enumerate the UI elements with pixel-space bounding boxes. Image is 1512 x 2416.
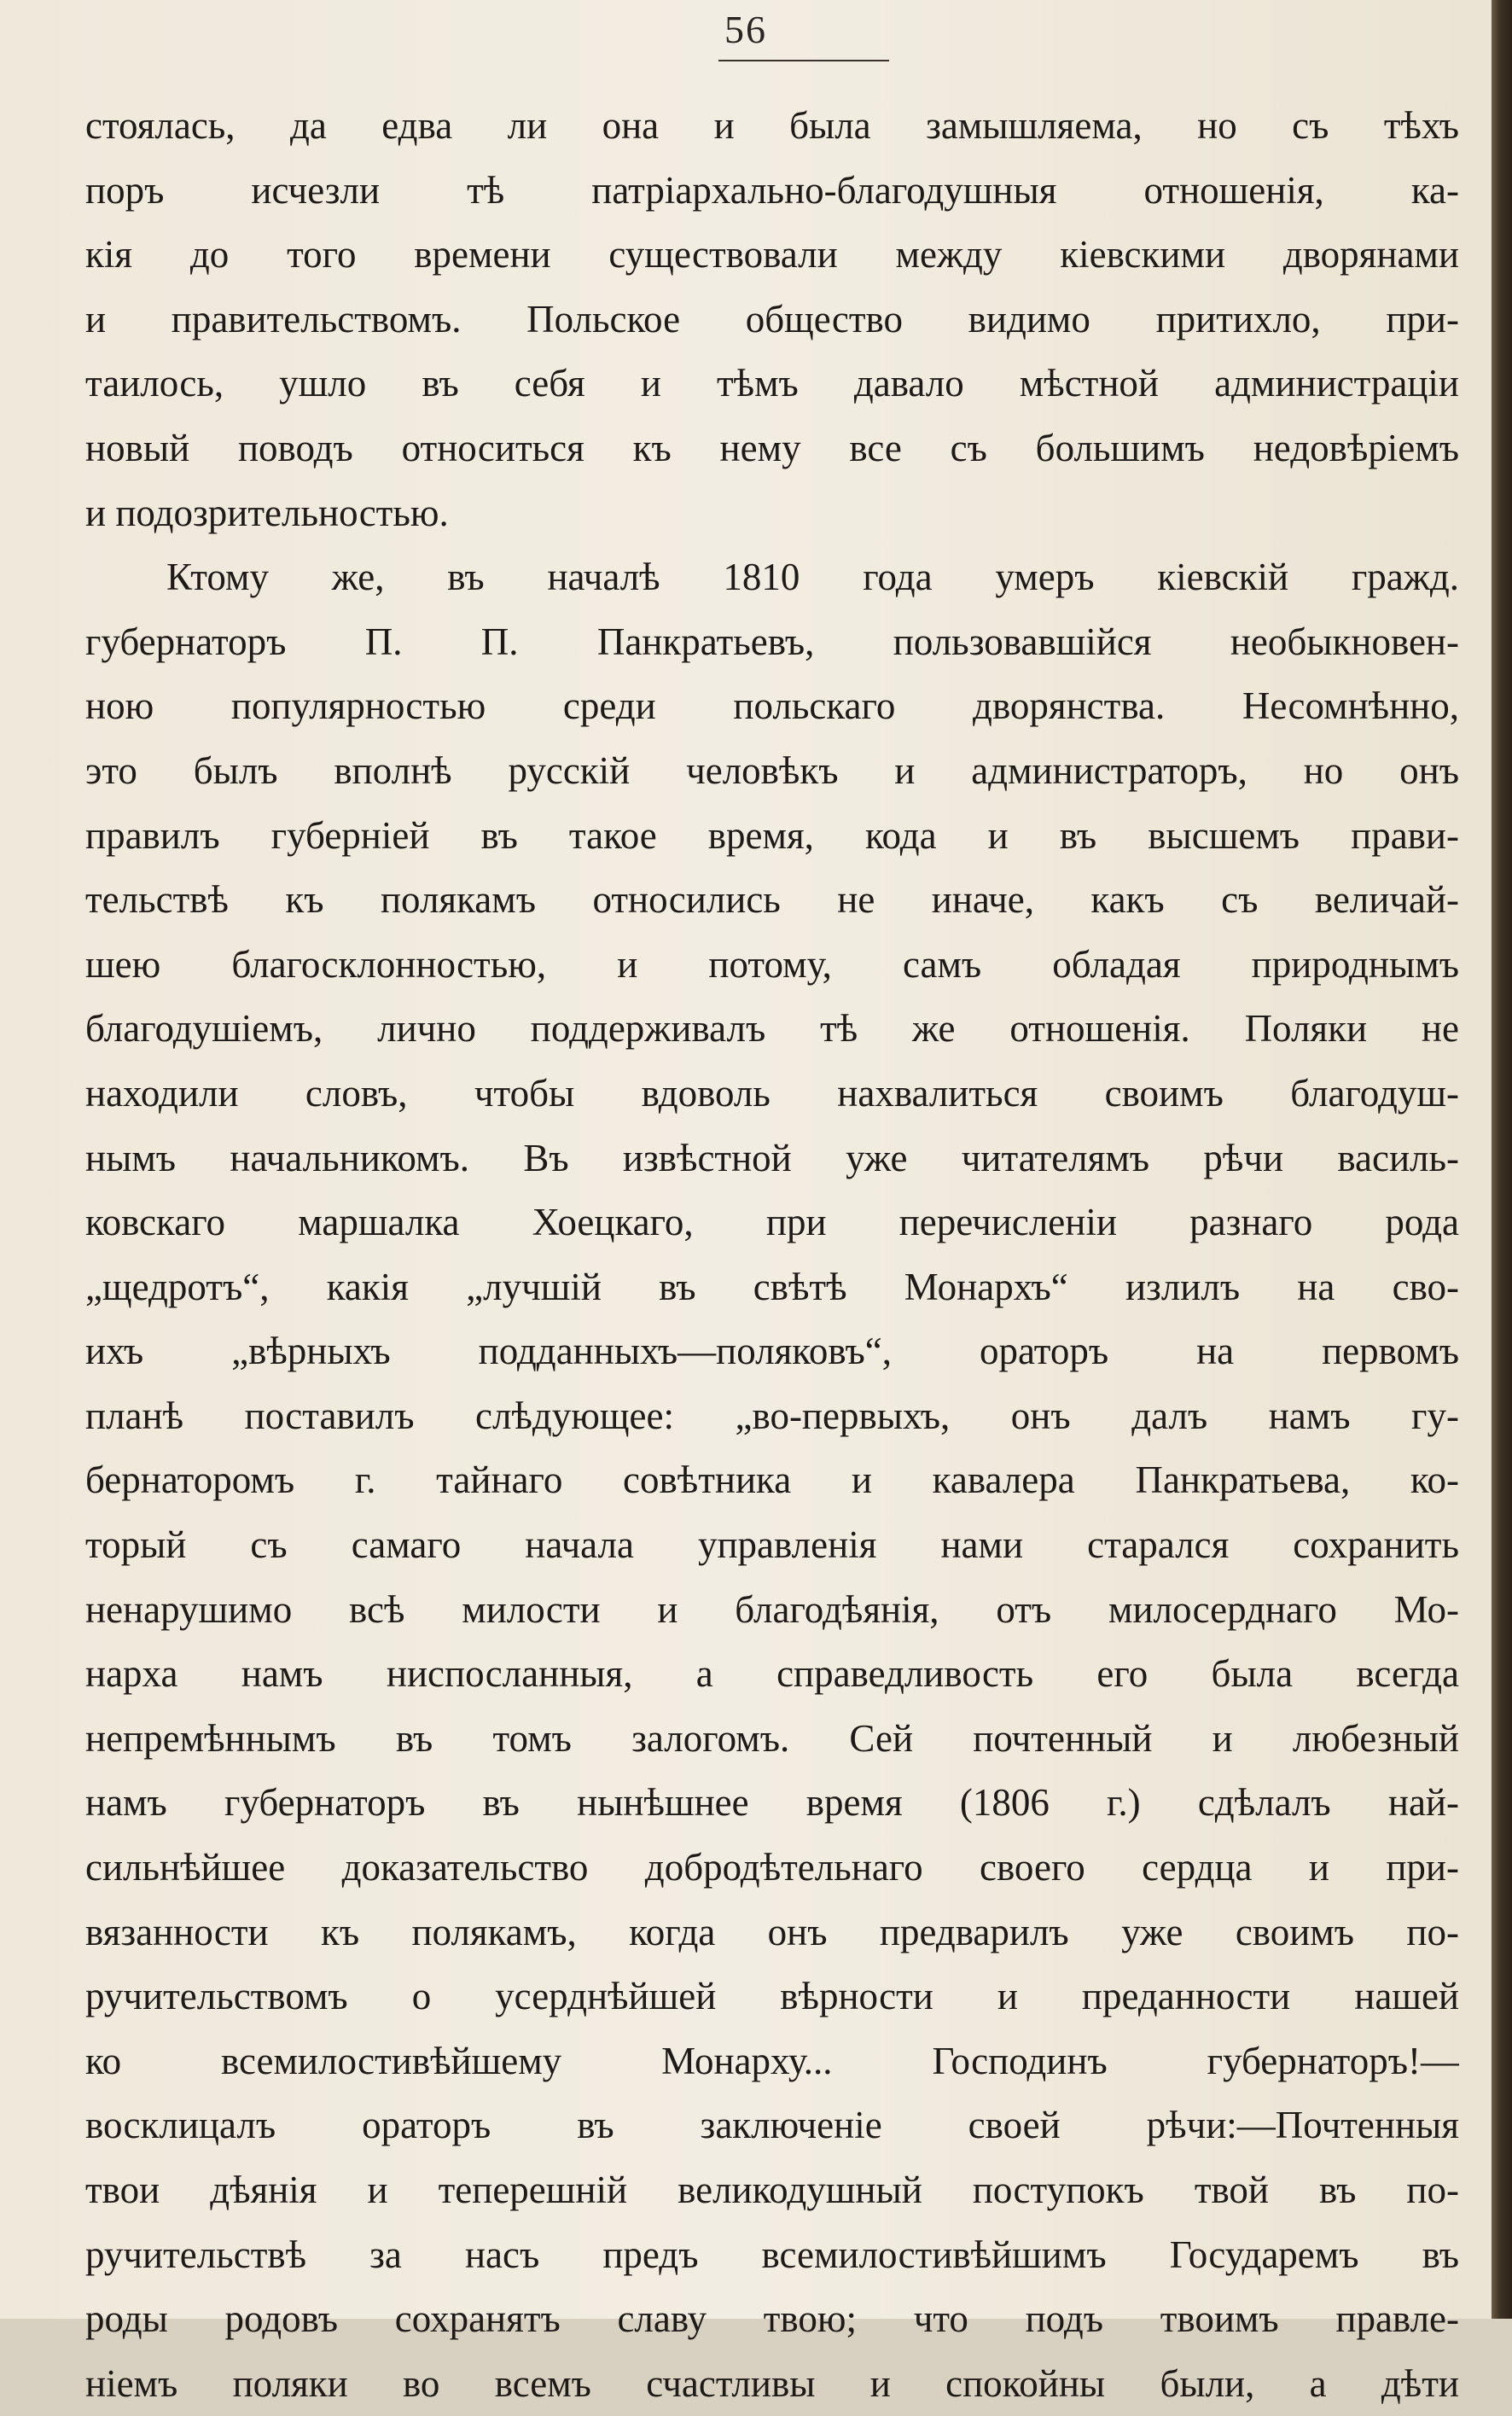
text-line: правилъ губерніей въ такое время, кода и въ высшемъ прави- (85, 813, 1459, 857)
text-line: стоялась, да едва ли она и была замышляема, но съ тѣхъ (85, 104, 1459, 147)
text-line: „щедротъ“, какія „лучшій въ свѣтѣ Монархъ“ излилъ на сво- (85, 1265, 1459, 1308)
text-line: ихъ „вѣрныхъ подданныхъ—поляковъ“, ораторъ на первомъ (85, 1330, 1459, 1373)
body-text (85, 94, 1459, 2416)
text-line: новый поводъ относиться къ нему все съ большимъ недовѣріемъ (85, 426, 1459, 469)
text-line: и правительствомъ. Польское общество видимо притихло, при- (85, 297, 1459, 341)
text-line: Ктому же, въ началѣ 1810 года умеръ кіевскій гражд. (166, 556, 1459, 599)
page-edge-shadow (1492, 0, 1512, 2319)
text-line: ко всемилостивѣйшему Монарху... Господинъ губернаторъ!— (85, 2039, 1459, 2082)
text-line: шею благосклонностью, и потому, самъ обладая природнымъ (85, 942, 1459, 986)
text-line: ненарушимо всѣ милости и благодѣянія, отъ милосерднаго Мо- (85, 1587, 1459, 1631)
text-line: непремѣннымъ въ томъ залогомъ. Сей почтенный и любезный (85, 1716, 1459, 1760)
text-line: планѣ поставилъ слѣдующее: „во-первыхъ, онъ далъ намъ гу- (85, 1394, 1459, 1437)
text-line: вязанности къ полякамъ, когда онъ предварилъ уже своимъ по- (85, 1910, 1459, 1953)
text-line: намъ губернаторъ въ нынѣшнее время (1806 г.) сдѣлалъ най- (85, 1781, 1459, 1825)
page-number: 56 (724, 8, 767, 51)
text-line: кія до того времени существовали между кіевскими дворянами (85, 233, 1459, 277)
header-rule (718, 60, 889, 61)
text-line: поръ исчезли тѣ патріархально-благодушныя отношенія, ка- (85, 168, 1459, 212)
text-line: таилось, ушло въ себя и тѣмъ давало мѣстной администраціи (85, 362, 1459, 405)
text-line: нарха намъ ниспосланныя, а справедливость его была всегда (85, 1652, 1459, 1696)
text-line: бернаторомъ г. тайнаго совѣтника и кавалера Панкратьева, ко- (85, 1458, 1459, 1502)
text-line: это былъ вполнѣ русскій человѣкъ и администраторъ, но онъ (85, 748, 1459, 792)
text-line: благодушіемъ, лично поддерживалъ тѣ же отношенія. Поляки не (85, 1007, 1459, 1051)
text-line: торый съ самаго начала управленія нами старался сохранить (85, 1523, 1459, 1567)
text-line: и подозрительностью. (85, 491, 449, 534)
text-line: ніемъ поляки во всемъ счастливы и спокойны были, а дѣти (85, 2361, 1459, 2405)
text-line: ковскаго маршалка Хоецкаго, при перечисленіи разнаго рода (85, 1201, 1459, 1244)
text-line: роды родовъ сохранятъ славу твою; что подъ твоимъ правле- (85, 2297, 1459, 2341)
text-line: твои дѣянія и теперешній великодушный поступокъ твой въ по- (85, 2169, 1459, 2211)
text-line: восклицалъ ораторъ въ заключеніе своей рѣчи:—Почтенныя (85, 2104, 1459, 2147)
text-line: ручительствѣ за насъ предъ всемилостивѣйшимъ Государемъ въ (85, 2233, 1459, 2276)
text-line: губернаторъ П. П. Панкратьевъ, пользовавшійся необыкновен- (85, 620, 1459, 663)
text-line: нымъ начальникомъ. Въ извѣстной уже читателямъ рѣчи василь- (85, 1136, 1459, 1179)
text-line: ручительствомъ о усерднѣйшей вѣрности и преданности нашей (85, 1975, 1459, 2018)
text-line: ною популярностью среди польскаго дворянства. Несомнѣнно, (85, 684, 1459, 728)
text-line: сильнѣйшее доказательство добродѣтельнаго своего сердца и при- (85, 1846, 1459, 1889)
text-line: тельствѣ къ полякамъ относились не иначе, какъ съ величай- (85, 878, 1459, 922)
text-line: находили словъ, чтобы вдоволь нахвалиться своимъ благодуш- (85, 1071, 1459, 1115)
